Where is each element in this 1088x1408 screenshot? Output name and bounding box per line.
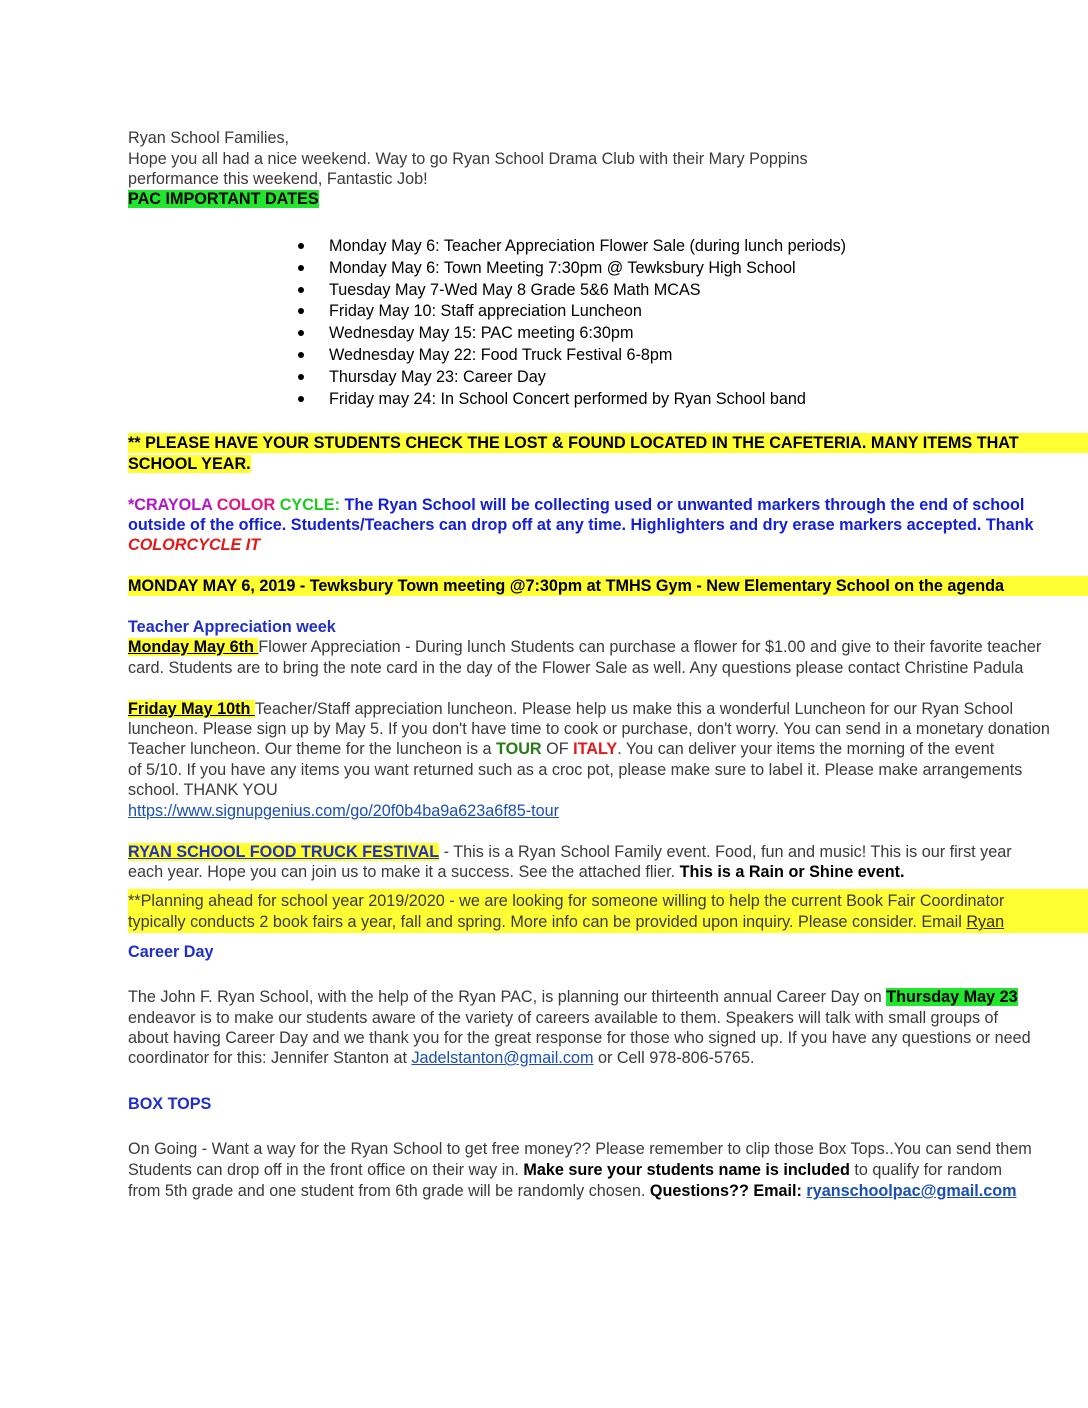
crayola-word: *CRAYOLA — [128, 496, 217, 514]
signup-link[interactable]: https://www.signupgenius.com/go/20f0b4ba9a623a6f85-tour — [128, 802, 560, 820]
planning-line-1: **Planning ahead for school year 2019/2020 - we are looking for someone willing to help the current Book Fair Coordinator — [128, 892, 1005, 910]
friday-line-4: of 5/10. If you have any items you want returned such as a croc pot, please make sure to label it. Please make arrangements — [128, 761, 1023, 779]
rain-or-shine: This is a Rain or Shine event. — [679, 863, 905, 881]
list-item: Friday may 24: In School Concert performed by Ryan School band — [329, 390, 806, 408]
career-line-1 — [128, 987, 1018, 1007]
friday-line-5: school. THANK YOU — [128, 781, 278, 799]
pac-heading-text: PAC IMPORTANT DATES — [128, 190, 319, 208]
list-item: Monday May 6: Town Meeting 7:30pm @ Tewksbury High School — [329, 259, 796, 277]
food-truck-label: RYAN SCHOOL FOOD TRUCK FESTIVAL — [128, 843, 440, 861]
food-truck-text-2: each year. Hope you can join us to make it a success. See the attached flier. — [128, 863, 680, 881]
friday-text-3a: Teacher luncheon. Our theme for the luncheon is a — [128, 740, 497, 758]
food-truck-text: - This is a Ryan School Family event. Food, fun and music! This is our first year — [439, 843, 1012, 861]
list-item: Tuesday May 7-Wed May 8 Grade 5&6 Math MCAS — [329, 281, 701, 299]
bullet-icon — [298, 287, 304, 293]
intro-line-2: performance this weekend, Fantastic Job! — [128, 170, 428, 188]
monday-text: Flower Appreciation - During lunch Students can purchase a flower for $1.00 and give to their favorite teacher — [258, 638, 1042, 656]
career-day-heading: Career Day — [128, 943, 214, 961]
greeting: Ryan School Families, — [128, 129, 290, 147]
career-text-4: coordinator for this: Jennifer Stanton at — [128, 1049, 412, 1067]
bullet-icon — [298, 265, 304, 271]
box-tops-line-1: On Going - Want a way for the Ryan School to get free money?? Please remember to clip those Box Tops..You can send them — [128, 1140, 1032, 1158]
intro-line-1: Hope you all had a nice weekend. Way to go Ryan School Drama Club with their Mary Poppins — [128, 150, 808, 168]
friday-text: Teacher/Staff appreciation luncheon. Please help us make this a wonderful Luncheon for our Ryan School — [254, 700, 1014, 718]
monday-line-1 — [128, 637, 1041, 657]
list-item: Monday May 6: Teacher Appreciation Flower Sale (during lunch periods) — [329, 237, 847, 255]
planning-text: typically conducts 2 book fairs a year, fall and spring. More info can be provided upon inquiry. Please consider. Email — [128, 913, 967, 931]
box-tops-text-2c: to qualify for random — [849, 1161, 1002, 1179]
box-tops-line-2 — [128, 1160, 1002, 1180]
career-phone: or Cell 978-806-5765. — [593, 1049, 755, 1067]
planning-line-2 — [128, 912, 1004, 932]
crayola-line-1 — [128, 495, 1024, 515]
bullet-icon — [298, 308, 304, 314]
friday-line-2: luncheon. Please sign up by May 5. If you don't have time to cook or purchase, don't worry. You can send in a monetary donation — [128, 720, 1050, 738]
career-text-1: The John F. Ryan School, with the help of the Ryan PAC, is planning our thirteenth annual Career Day on — [128, 988, 887, 1006]
list-item: Friday May 10: Staff appreciation Luncheon — [329, 302, 642, 320]
pac-heading — [128, 189, 319, 209]
bullet-icon — [298, 243, 304, 249]
lost-found-line-1 — [128, 433, 1088, 453]
career-line-3: about having Career Day and we thank you for the great response for those who signed up. If you have any questions or need — [128, 1029, 1031, 1047]
career-line-4 — [128, 1048, 755, 1068]
color-word: COLOR — [216, 496, 280, 514]
box-tops-bold: Make sure your students name is included — [523, 1161, 850, 1179]
food-truck-line-1 — [128, 842, 1012, 862]
monday-line-2: card. Students are to bring the note card in the day of the Flower Sale as well. Any questions please contact Christine Padula — [128, 659, 1024, 677]
friday-line-1 — [128, 699, 1013, 719]
town-meeting-line — [128, 576, 1088, 596]
tour-word: TOUR — [496, 740, 547, 758]
crayola-text: The Ryan School will be collecting used or unwanted markers through the end of school — [339, 496, 1025, 514]
friday-line-3 — [128, 739, 994, 759]
list-item: Wednesday May 15: PAC meeting 6:30pm — [329, 324, 634, 342]
crayola-line-3: COLORCYCLE IT — [128, 536, 261, 554]
lost-found-text-1: ** PLEASE HAVE YOUR STUDENTS CHECK THE LOST & FOUND LOCATED IN THE CAFETERIA. MANY ITEMS THAT — [128, 433, 1088, 453]
box-tops-text-2a: Students can drop off in the front office on their way in. — [128, 1161, 524, 1179]
box-tops-text-3a: from 5th grade and one student from 6th grade will be randomly chosen. — [128, 1182, 650, 1200]
friday-text-3b: . You can deliver your items the morning of the event — [617, 740, 995, 758]
food-truck-line-2 — [128, 862, 904, 882]
friday-label: Friday May 10th — [128, 700, 255, 718]
career-line-2: endeavor is to make our students aware of the variety of careers available to them. Speakers will talk with small groups of — [128, 1009, 999, 1027]
career-email-link[interactable]: Jadelstanton@gmail.com — [411, 1049, 594, 1067]
career-date: Thursday May 23 — [886, 988, 1018, 1006]
cycle-word: CYCLE: — [279, 496, 340, 514]
lost-found-line-2 — [128, 454, 251, 474]
bullet-icon — [298, 374, 304, 380]
lost-found-text-2: SCHOOL YEAR. — [128, 455, 251, 473]
box-tops-line-3 — [128, 1181, 1017, 1201]
box-tops-email-link[interactable]: ryanschoolpac@gmail.com — [806, 1182, 1017, 1200]
town-meeting-text: MONDAY MAY 6, 2019 - Tewksbury Town meeting @7:30pm at TMHS Gym - New Elementary School on the agenda — [128, 576, 1088, 596]
box-tops-heading: BOX TOPS — [128, 1095, 212, 1113]
crayola-line-2: outside of the office. Students/Teachers can drop off at any time. Highlighters and dry erase markers accepted. Thank — [128, 516, 1034, 534]
questions-label: Questions?? Email: — [649, 1182, 807, 1200]
monday-label: Monday May 6th — [128, 638, 259, 656]
bullet-icon — [298, 330, 304, 336]
list-item: Wednesday May 22: Food Truck Festival 6-8pm — [329, 346, 673, 364]
bullet-icon — [298, 352, 304, 358]
bullet-icon — [298, 396, 304, 402]
of-word: OF — [546, 740, 574, 758]
list-item: Thursday May 23: Career Day — [329, 368, 546, 386]
planning-email-link[interactable]: Ryan — [966, 913, 1005, 931]
teacher-appreciation-heading: Teacher Appreciation week — [128, 618, 336, 636]
italy-word: ITALY — [573, 740, 618, 758]
